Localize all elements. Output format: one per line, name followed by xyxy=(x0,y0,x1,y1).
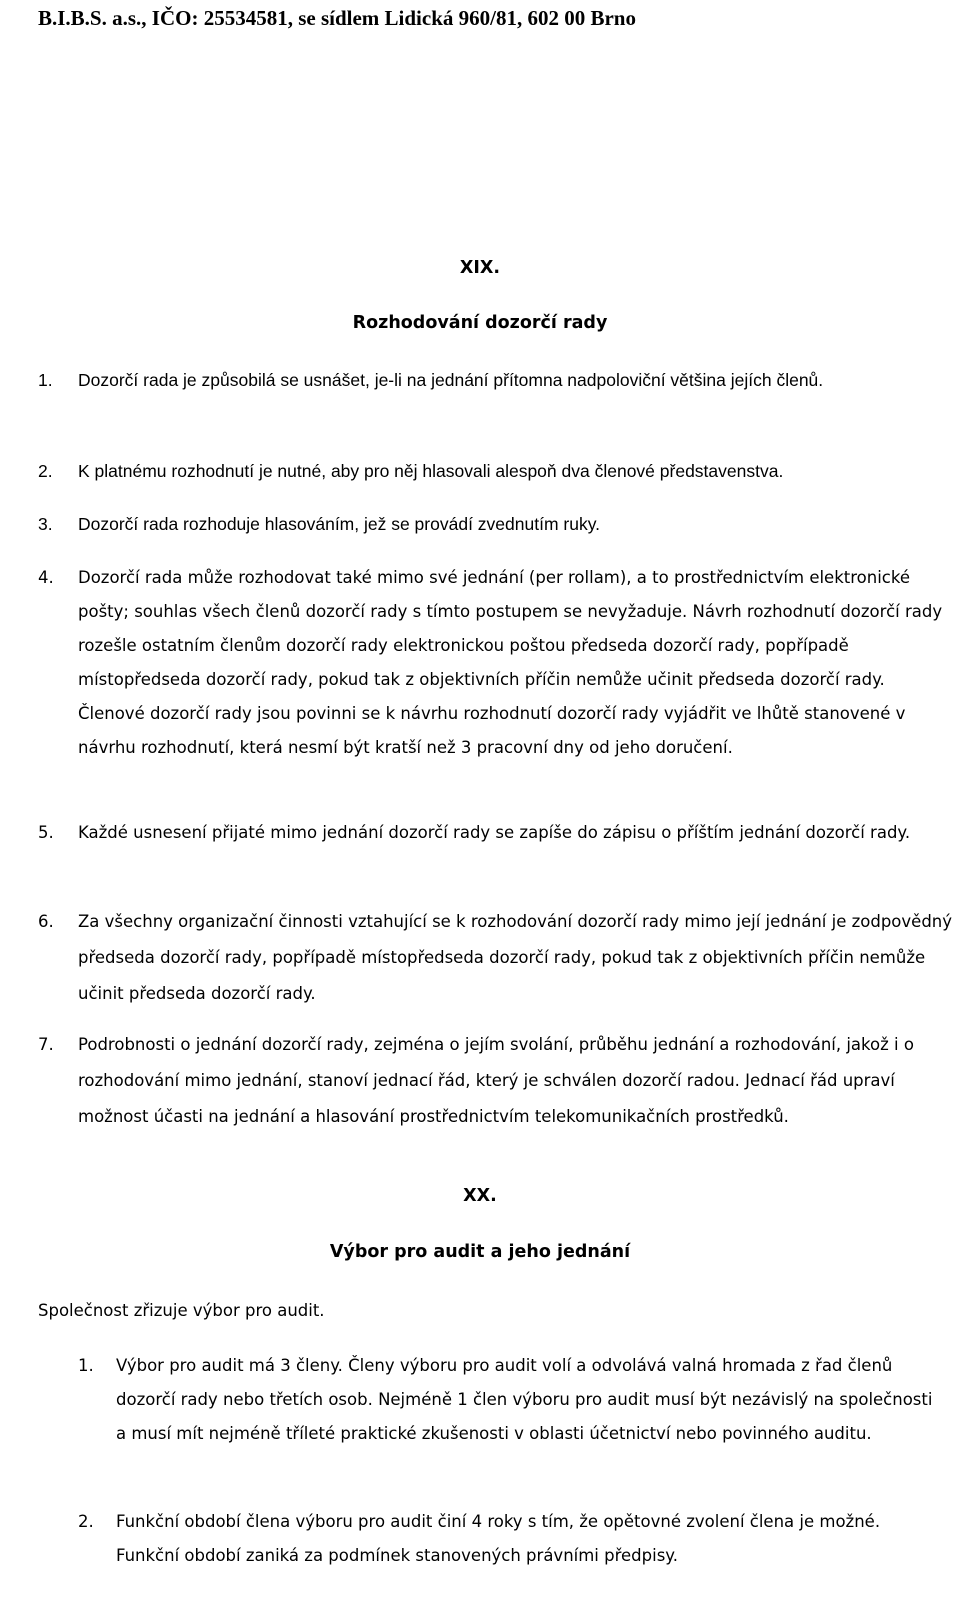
item-text: Dozorčí rada rozhoduje hlasováním, jež se provádí zvednutím ruky. xyxy=(78,514,601,534)
item-number: 2. xyxy=(78,1512,94,1531)
section-number: XX. xyxy=(463,1186,497,1206)
section-number: XIX. xyxy=(459,258,501,278)
item-text: Dozorčí rada je způsobilá se usnášet, je-li na jednání přítomna nadpoloviční většina jejích členů. xyxy=(78,370,824,390)
item-text: K platnému rozhodnutí je nutné, aby pro něj hlasovali alespoň dva členové představenstva. xyxy=(78,461,784,481)
list-item xyxy=(38,362,953,398)
item-number: 3. xyxy=(38,514,53,534)
list-item xyxy=(38,453,953,489)
list-item xyxy=(38,904,953,1012)
intro-text: Společnost zřizuje výbor pro audit. xyxy=(38,1301,325,1320)
item-number: 4. xyxy=(38,568,54,587)
section-title: Výbor pro audit a jeho jednání xyxy=(329,1242,631,1262)
item-number: 2. xyxy=(38,461,53,481)
list-item xyxy=(38,561,953,765)
document-header: B.I.B.S. a.s., IČO: 25534581, se sídlem Lidická 960/81, 602 00 Brno xyxy=(38,6,636,30)
list-item xyxy=(38,506,953,542)
list-item xyxy=(78,1505,944,1573)
item-text: Dozorčí rada může rozhodovat také mimo své jednání (per rollam), a to prostřednictvím elektronické pošty; souhlas všech členů dozorčí rady s tímto postupem se nevyžaduje. Návrh rozhodnutí dozorčí rady rozešle ostatním členům dozorčí rady elektronickou poštou předseda dozorčí rady, popřípadě místopředseda dozorčí rady, pokud tak z objektivních příčin nemůže učinit předseda dozorčí rady. Členové dozorčí rady jsou povinni se k návrhu rozhodnutí dozorčí rady vyjádřit ve lhůtě stanovené v návrhu rozhodnutí, která nesmí být kratší než 3 pracovní dny od jeho doručení. xyxy=(78,568,943,757)
list-item xyxy=(38,815,953,851)
item-text: Výbor pro audit má 3 členy. Členy výboru pro audit volí a odvolává valná hromada z řad členů dozorčí rady nebo třetích osob. Nejméně 1 člen výboru pro audit musí být nezávislý na společnosti a musí mít nejméně tříleté praktické zkušenosti v oblasti účetnictví nebo povinného auditu. xyxy=(116,1356,933,1443)
list-item xyxy=(78,1349,944,1451)
list-item xyxy=(38,1027,953,1135)
section-title: Rozhodování dozorčí rady xyxy=(352,313,608,333)
item-text: Každé usnesení přijaté mimo jednání dozorčí rady se zapíše do zápisu o příštím jednání dozorčí rady. xyxy=(78,823,911,842)
item-number: 6. xyxy=(38,912,54,931)
item-text: Podrobnosti o jednání dozorčí rady, zejména o jejím svolání, průběhu jednání a rozhodování, jakož i o rozhodování mimo jednání, stanoví jednací řád, který je schválen dozorčí radou. Jednací řád upraví možnost účasti na jednání a hlasování prostřednictvím telekomunikačních prostředků. xyxy=(78,1035,914,1126)
item-number: 5. xyxy=(38,823,54,842)
item-number: 1. xyxy=(78,1356,94,1375)
item-number: 1. xyxy=(38,370,53,390)
item-text: Za všechny organizační činnosti vztahující se k rozhodování dozorčí rady mimo její jednání je zodpovědný předseda dozorčí rady, popřípadě místopředseda dozorčí rady, pokud tak z objektivních příčin nemůže učinit předseda dozorčí rady. xyxy=(78,912,953,1003)
item-text: Funkční období člena výboru pro audit činí 4 roky s tím, že opětovné zvolení člena je možné. Funkční období zaniká za podmínek stanovených právními předpisy. xyxy=(116,1512,881,1565)
item-number: 7. xyxy=(38,1035,54,1054)
